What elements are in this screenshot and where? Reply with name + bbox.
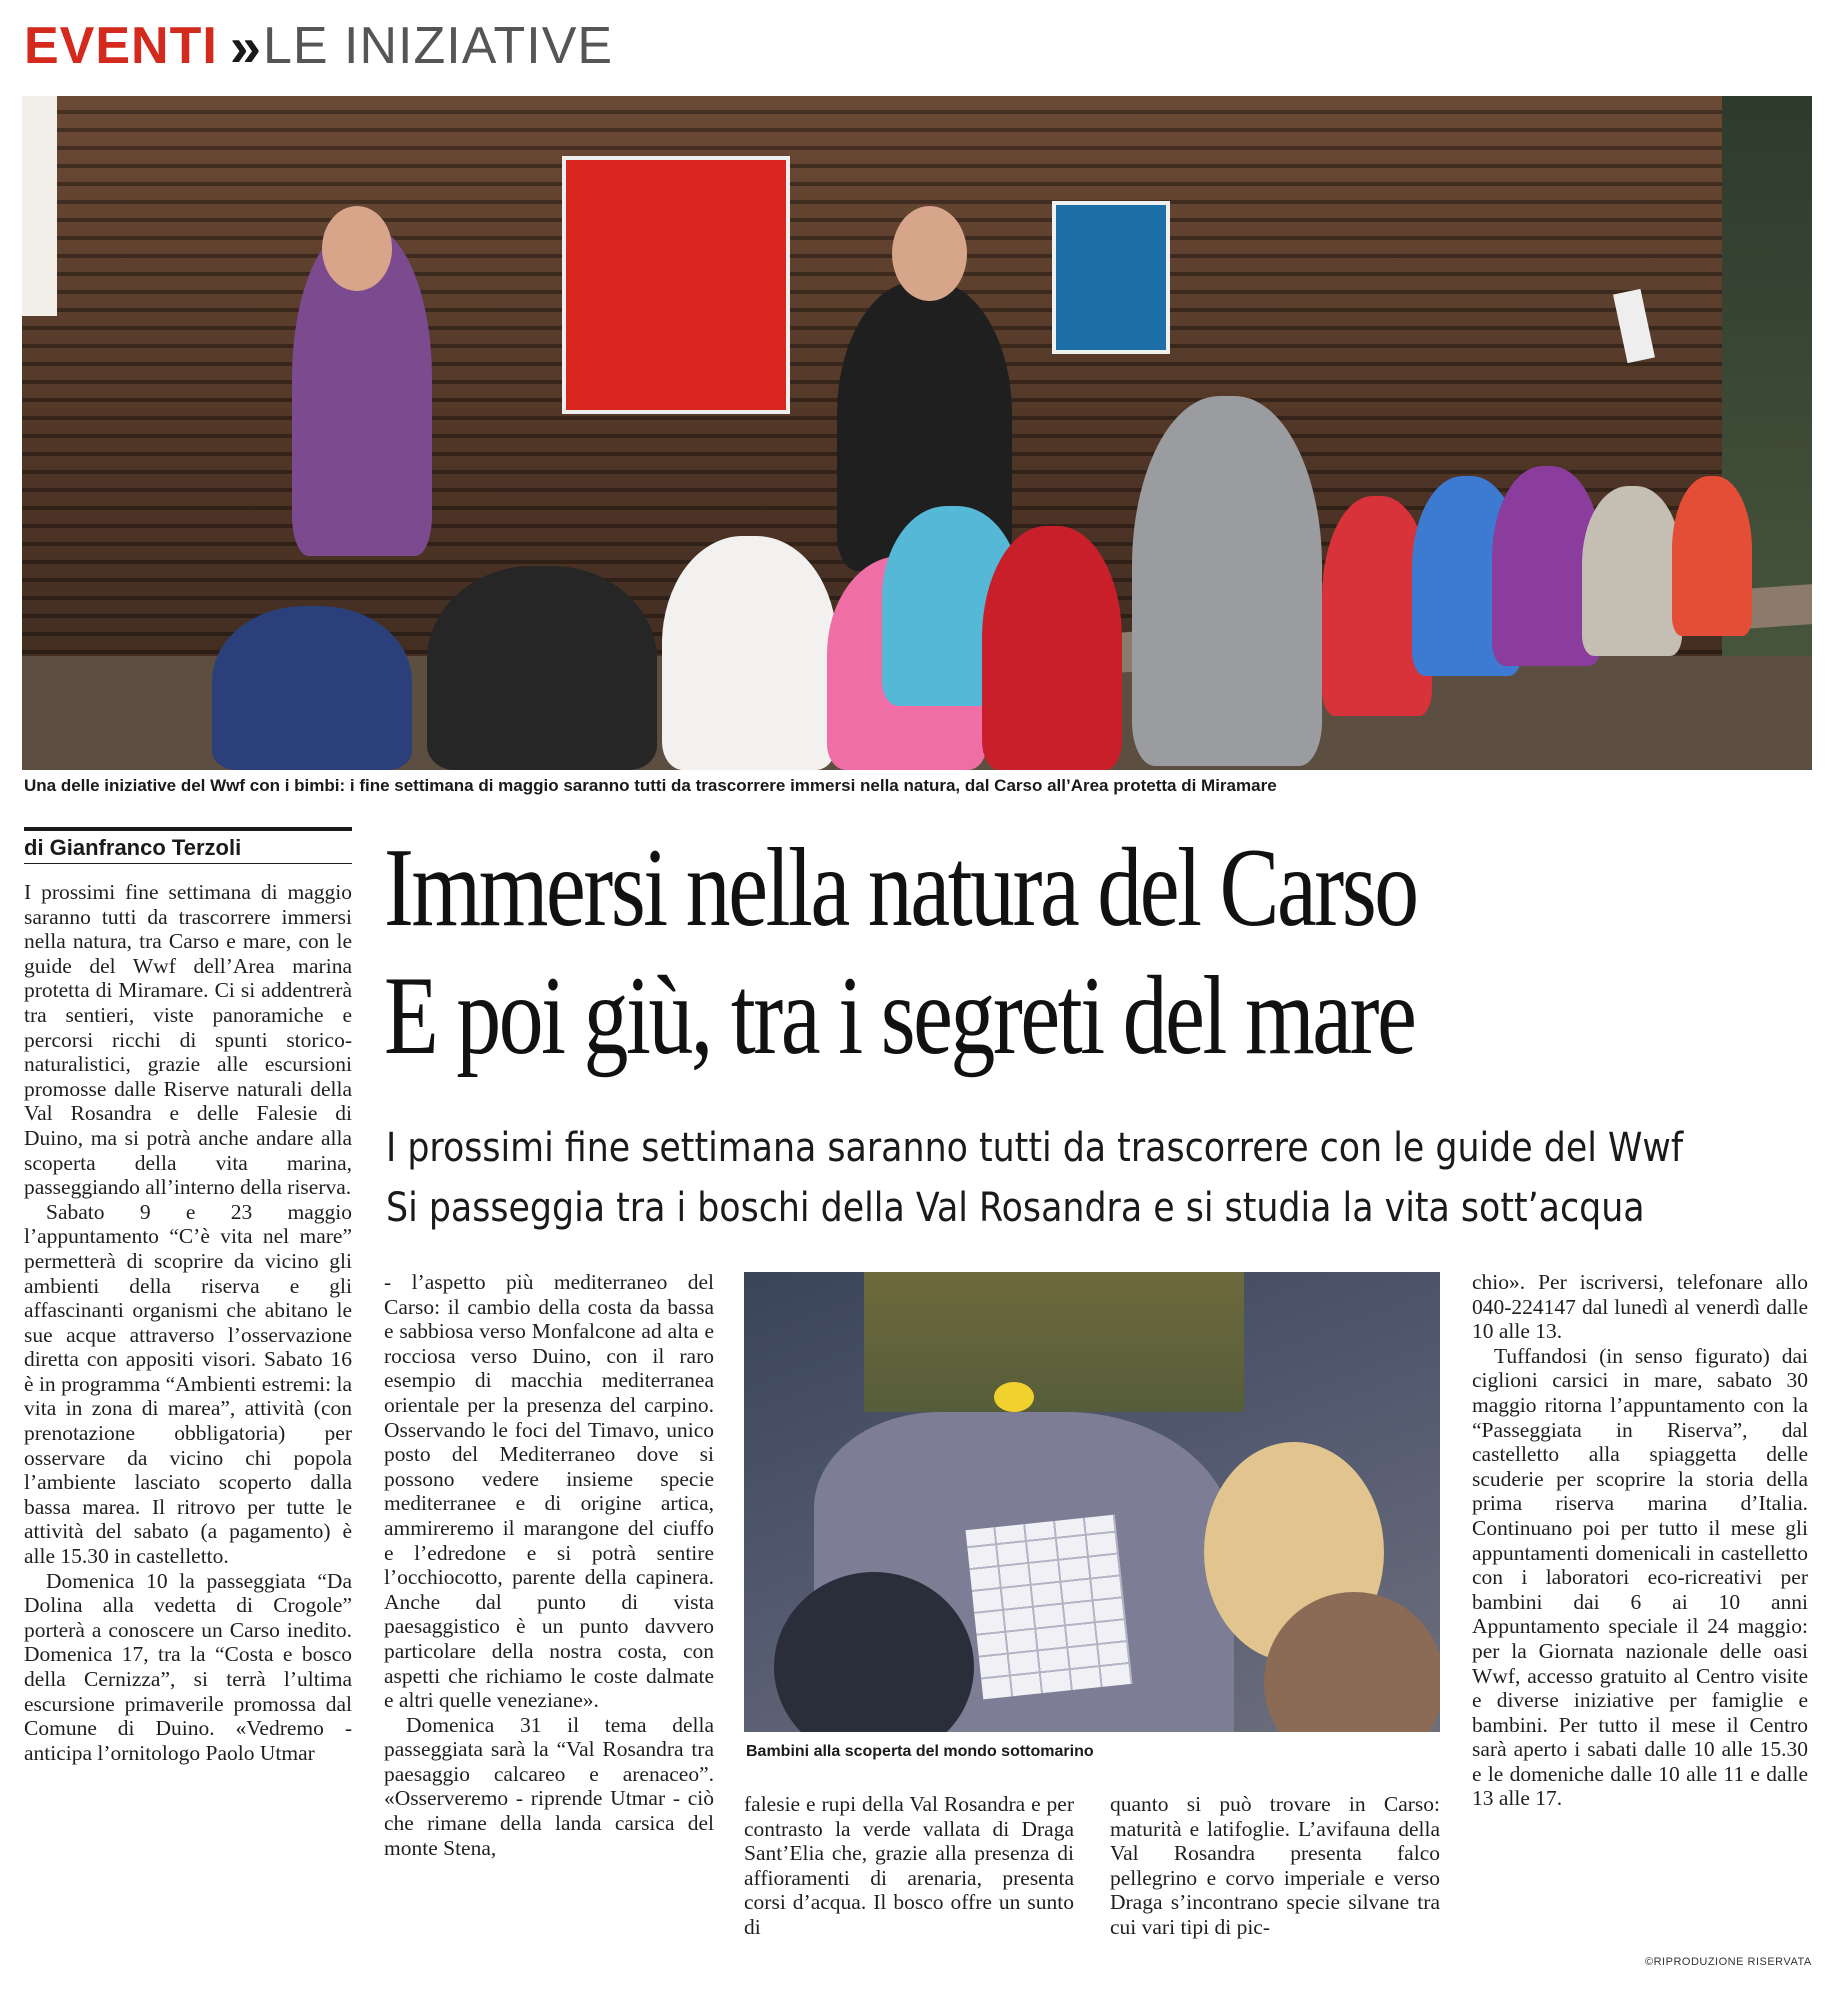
byline: di Gianfranco Terzoli (24, 827, 352, 864)
section-title: EVENTI (24, 17, 218, 75)
aquarium-photo (744, 1272, 1440, 1732)
article-column-3 (744, 1792, 1074, 1940)
article-column-1 (24, 880, 352, 1765)
paragraph: quanto si può trovare in Carso: maturità e latifoglie. L’avifauna della Val Rosandra presenta falco pellegrino e corvo imperiale e verso Draga s’incontrano specie silvane tra cui vari tipi di pic- (1110, 1792, 1440, 1939)
section-arrow-icon: » (229, 14, 253, 78)
game-poster (562, 156, 790, 414)
aquarium-photo-caption: Bambini alla scoperta del mondo sottomarino (746, 1743, 1094, 1760)
section-header (24, 14, 613, 78)
paragraph: - l’aspetto più mediterraneo del Carso: il cambio della costa da bassa e sabbiosa verso Monfalcone ad alta e rocciosa verso Duino, con il raro esempio di macchia mediterranea orientale per la presenza del carpino. Osservando le foci del Timavo, unico posto del Mediterraneo dove si possono vedere insieme specie mediterranee e di origine artica, ammireremo il marangone del ciuffo e l’edredone e si potrà sentire l’occhiocotto, parente della capinera. Anche dal punto di vista paesaggistico è un punto davvero particolare della nostra costa, con aspetti che richiamo le coste dalmate e altri quelle veneziane». (384, 1270, 714, 1713)
paragraph: Sabato 9 e 23 maggio l’appuntamento “C’è vita nel mare” permetterà di scoprire da vicino gli ambienti della riserva e gli affascinanti organismi che abitano le sue acque attraverso l’osservazione diretta con appositi visori. Sabato 16 è in programma “Ambienti estremi: la vita in zona di marea”, attività (con prenotazione obbligatoria) per osservare da vicino chi popola l’ambiente lasciato scoperto dalla bassa marea. Il ritrovo per tutte le attività del sabato (a pagamento) è alle 15.30 in castelletto. (24, 1199, 352, 1569)
article-column-2 (384, 1270, 714, 1860)
paragraph: falesie e rupi della Val Rosandra e per contrasto la verde vallata di Draga Sant’Elia che, grazie alla presenza di affioramenti di arenaria, presenta corsi d’acqua. Il bosco offre un sunto di (744, 1792, 1074, 1939)
article-column-4 (1110, 1792, 1440, 1940)
main-photo (22, 96, 1812, 770)
paragraph: Tuffandosi (in senso figurato) dai ciglioni carsici in mare, sabato 30 maggio ritorna l’appuntamento con la “Passeggiata in Riserva”, dal castelletto alla spiaggetta delle scuderie per scoprire la storia della prima riserva marina d’Italia. Continuano poi per tutto il mese gli appuntamenti domenicali in castelletto con i laboratori eco-ricreativi per bambini dai 6 ai 10 anni Appuntamento speciale il 24 maggio: per la Giornata nazionale delle oasi Wwf, accesso gratuito al Centro visite e diverse iniziative per famiglie e bambini. Per tutto il mese il Centro sarà aperto i sabati dalle 10 alle 15.30 e le domeniche dalle 10 alle 11 e dalle 13 alle 17. (1472, 1343, 1808, 1811)
article-column-5 (1472, 1270, 1808, 1811)
paragraph: Domenica 31 il tema della passeggiata sarà la “Val Rosandra tra paesaggio calcareo e arenaceo”. «Osserveremo - riprende Utmar - ciò che rimane della landa carsica del monte Stena, (384, 1712, 714, 1860)
paragraph: chio». Per iscriversi, telefonare allo 040-224147 dal lunedì al venerdì dalle 10 alle 13. (1472, 1270, 1808, 1344)
paragraph: I prossimi fine settimana di maggio saranno tutti da trascorrere immersi nella natura, tra Carso e mare, con le guide del Wwf dell’Area marina protetta di Miramare. Ci si addentrerà tra sentieri, viste panoramiche e percorsi ricchi di spunti storico-naturalistici, grazie alle escursioni promosse dalle Riserve naturali della Val Rosandra e delle Falesie di Duino, ma si potrà anche andare alla scoperta della vita marina, passeggiando all’interno della riserva. (24, 880, 352, 1200)
headline (384, 824, 1536, 1080)
headline-line-1: Immersi nella natura del Carso (384, 826, 1417, 950)
fish-chart (966, 1515, 1133, 1700)
fish-guide-poster (1052, 201, 1170, 354)
subheadline-line-2: Si passeggia tra i boschi della Val Rosandra e si studia la vita sott’acqua (386, 1185, 1645, 1231)
copyright-credit: ©RIPRODUZIONE RISERVATA (1645, 1956, 1812, 1968)
section-subtitle: LE INIZIATIVE (262, 17, 614, 75)
subheadline (386, 1118, 1684, 1238)
paragraph: Domenica 10 la passeggiata “Da Dolina alla vedetta di Crogole” porterà a conoscere un Carso inedito. Domenica 17, tra la “Costa e bosco della Cernizza”, si terrà l’ultima escursione primaverile promossa dal Comune di Duino. «Vedremo - anticipa l’ornitologo Paolo Utmar (24, 1568, 352, 1765)
main-photo-caption: Una delle iniziative del Wwf con i bimbi: i fine settimana di maggio saranno tutti da trascorrere immersi nella natura, dal Carso all’Area protetta di Miramare (24, 776, 1277, 795)
subheadline-line-1: I prossimi fine settimana saranno tutti da trascorrere con le guide del Wwf (386, 1125, 1684, 1171)
headline-line-2: E poi giù, tra i segreti del mare (384, 954, 1415, 1078)
